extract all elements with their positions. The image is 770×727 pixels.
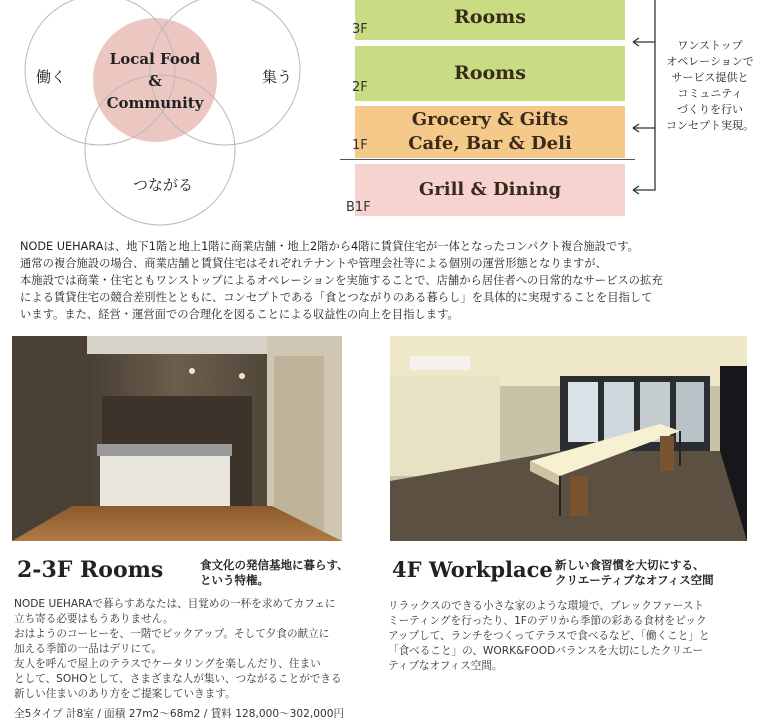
note-line5: づくりを行い: [677, 103, 743, 116]
desc-line5: います。また、経営・運営面での合理化を図ることによる収益性の向上を目指します。: [20, 308, 459, 321]
rooms-body-line2: 立ち寄る必要はもうありません。: [14, 613, 174, 625]
rooms-body-line7: 新しい住まいのあり方をご提案していきます。: [14, 688, 236, 700]
rooms-subtitle-line1: 食文化の発信基地に暮らす、: [200, 558, 349, 572]
venn-diagram: [0, 0, 340, 230]
floor-2f-block: [355, 46, 625, 101]
label-2f: 2F: [352, 80, 368, 95]
note-line2: オペレーションで: [666, 55, 754, 68]
venn-bottom-label: つながる: [133, 176, 194, 194]
desc-line3: 本施設では商業・住宅ともワンストップによるオペレーションを実施することで、店舗から居住者への日常的なサービスの拡充: [20, 274, 663, 287]
venn-center-line2: &: [148, 72, 162, 90]
venn-center-line3: Community: [106, 94, 204, 112]
rooms-body: [14, 597, 374, 702]
venn-center-line1: Local Food: [109, 50, 201, 68]
note-line6: コンセプト実現。: [666, 119, 754, 132]
rooms-body-line1: NODE UEHARAで暮らすあなたは、目覚めの一杯を求めてカフェに: [14, 598, 336, 610]
rooms-title: 2-3F Rooms: [17, 557, 164, 583]
floor-b1f-label: Grill & Dining: [418, 179, 562, 200]
operation-note: [655, 38, 765, 134]
floor-2f-label: Rooms: [454, 62, 526, 84]
note-line3: サービス提供と: [671, 71, 749, 84]
workplace-subtitle-line2: クリエーティブなオフィス空間: [555, 573, 714, 587]
venn-center-text: [95, 48, 215, 114]
rooms-subtitle-line2: という特権。: [200, 573, 269, 587]
floor-3f-label: Rooms: [454, 6, 526, 28]
venn-circles: [0, 0, 340, 230]
workplace-body-line2: ミーティングを行ったり、1Fのデリから季節の彩ある食材をピック: [388, 615, 707, 627]
workplace-title: 4F Workplace: [392, 557, 553, 582]
floor-3f-block: [355, 0, 625, 40]
rooms-spec: 全5タイプ 計8室 / 面積 27m2〜68m2 / 賃料 128,000〜302,000円: [14, 708, 345, 720]
floor-1f-block: [355, 106, 625, 158]
workplace-body: [388, 599, 758, 674]
rooms-subtitle: [200, 558, 349, 588]
workplace-body-line4: 「食べること」の、WORK&FOODバランスを大切にしたクリエー: [388, 645, 704, 657]
desc-line4: による賃貸住宅の競合差別性とともに、コンセプトである「食とつながりのある暮らし」を具体的に実現することを目指して: [20, 291, 653, 304]
rooms-body-line5: 友人を呼んで屋上のテラスでケータリングを楽しんだり、住まい: [14, 658, 321, 670]
label-1f: 1F: [352, 138, 368, 153]
room-photo: [12, 336, 342, 541]
rooms-body-line3: おはようのコーヒーを、一階でピックアップ。そして夕食の献立に: [14, 628, 330, 640]
workplace-body-line3: アップして、ランチをつくってテラスで食べるなど、「働くこと」と: [388, 630, 710, 642]
desc-line1: NODE UEHARAは、地下1階と地上1階に商業店舗・地上2階から4階に賃貸住宅が一体となったコンパクト複合施設です。: [20, 240, 639, 253]
workplace-body-line5: ティブなオフィス空間。: [388, 660, 503, 672]
ground-line: [340, 159, 635, 160]
rooms-body-line6: として、SOHOとして、さまざまな人が集い、つながることができる: [14, 673, 342, 685]
floor-1f-line2: Cafe, Bar & Deli: [408, 133, 572, 154]
note-line1: ワンストップ: [677, 39, 743, 52]
rooms-body-line4: 加える季節の一品はデリにて。: [14, 643, 163, 655]
workplace-body-line1: リラックスのできる小さな家のような環境で、ブレックファースト: [388, 600, 705, 612]
workplace-subtitle: [555, 558, 714, 588]
workplace-photo: [390, 336, 747, 541]
desc-line2: 通常の複合施設の場合、商業店舗と賃貸住宅はそれぞれテナントや管理会社等による個別の運営形態となりますが、: [20, 257, 607, 270]
facility-description: [20, 238, 750, 323]
label-3f: 3F: [352, 22, 368, 37]
floor-1f-line1: Grocery & Gifts: [411, 109, 569, 130]
venn-right-label: 集う: [262, 68, 293, 86]
floor-b1f-block: [355, 164, 625, 216]
venn-left-label: 働く: [36, 68, 67, 86]
label-b1f: B1F: [346, 200, 371, 215]
workplace-subtitle-line1: 新しい食習慣を大切にする、: [555, 558, 705, 572]
note-line4: コミュニティ: [677, 87, 743, 100]
